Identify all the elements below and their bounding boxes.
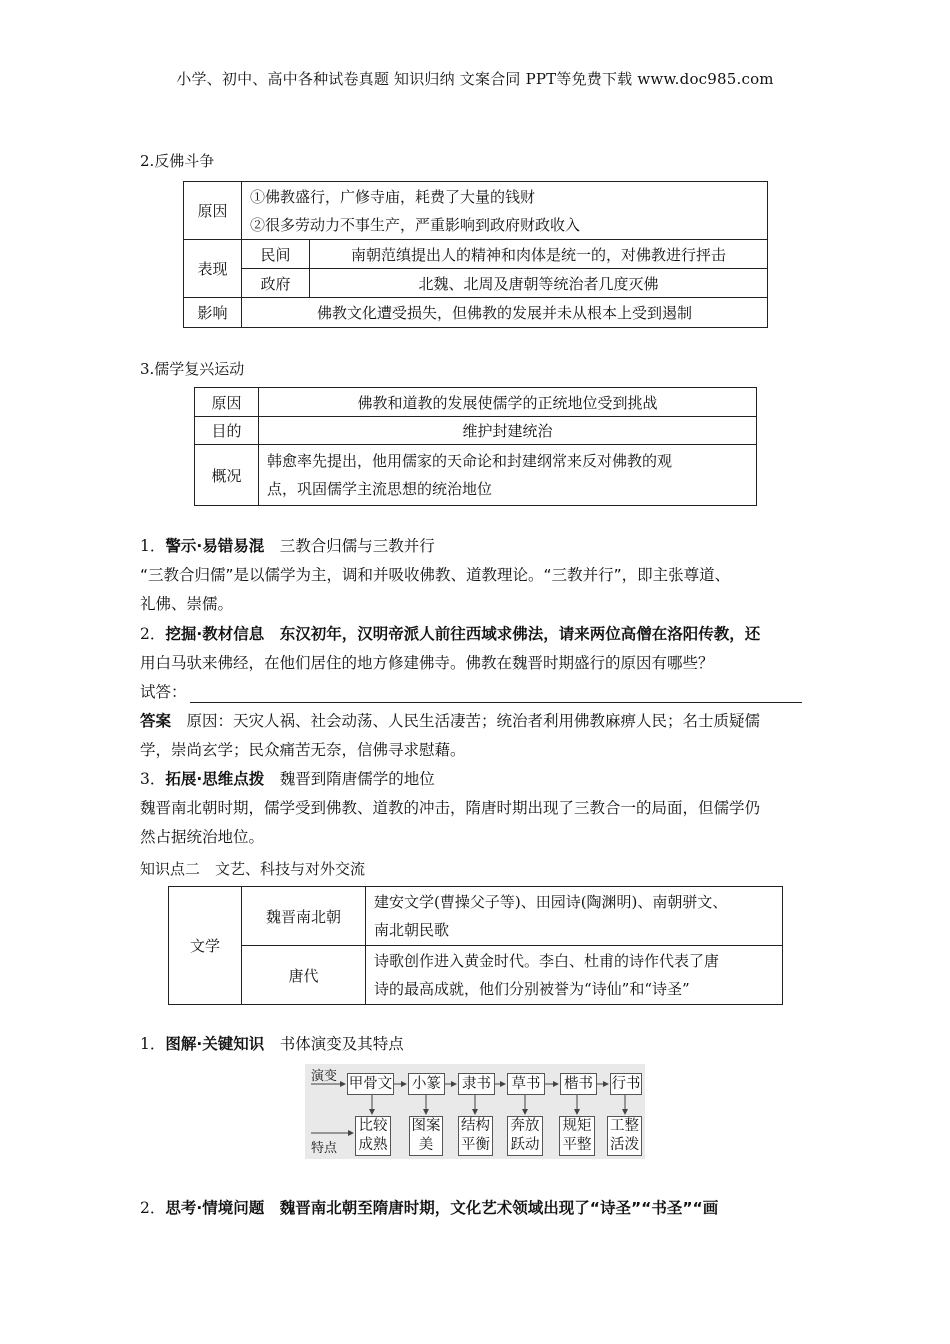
literature-table xyxy=(168,886,783,1005)
gov-label: 政府 xyxy=(242,269,310,298)
note-2-num: 2． xyxy=(140,625,166,643)
trait-text: 结构 xyxy=(461,1118,490,1134)
confucian-revival-table xyxy=(194,387,757,506)
script-oracle-bone: 甲骨文 xyxy=(347,1073,394,1095)
lit-label: 文学 xyxy=(169,887,242,1005)
folk-text: 南朝范缜提出人的精神和肉体是统一的，对佛教进行抨击 xyxy=(310,240,768,269)
trait-text: 比较 xyxy=(358,1118,388,1134)
c-goal-text: 维护封建统治 xyxy=(259,417,757,445)
note-3 xyxy=(140,765,830,852)
tang-line-1: 诗歌创作进入黄金时代。李白、杜甫的诗作代表了唐 xyxy=(374,952,720,970)
wei-label: 魏晋南北朝 xyxy=(242,887,366,946)
answer-label: 答案 xyxy=(140,712,172,730)
tang-label: 唐代 xyxy=(242,946,366,1005)
trait-text: 成熟 xyxy=(358,1137,388,1153)
answer-block xyxy=(140,707,830,765)
wei-line-2: 南北朝民歌 xyxy=(374,921,450,939)
note-3-num: 3． xyxy=(140,770,166,788)
trait-cursive xyxy=(507,1116,543,1156)
section-title-confucian-revival: 3.儒学复兴运动 xyxy=(140,360,245,378)
script-regular: 楷书 xyxy=(560,1073,597,1095)
note-2-text-2: 用白马驮来佛经，在他们居住的地方修建佛寺。佛教在魏晋时期盛行的原因有哪些？ xyxy=(140,654,714,672)
think-num: 2． xyxy=(140,1199,166,1217)
trait-text: 规矩 xyxy=(562,1118,592,1134)
note-1-text-1: “三教合归儒”是以儒学为主，调和并吸收佛教、道教理论。“三教并行”，即主张尊道、 xyxy=(140,566,731,584)
note-1-text-2: 礼佛、崇儒。 xyxy=(140,595,234,613)
script-clerical: 隶书 xyxy=(458,1073,495,1095)
anti-buddhism-table xyxy=(183,181,768,328)
cause-line-1: ①佛教盛行，广修寺庙，耗费了大量的钱财 xyxy=(250,187,536,206)
note-2-try: 试答： xyxy=(140,683,187,701)
wei-line-1: 建安文学(曹操父子等)、田园诗(陶渊明)、南朝骈文、 xyxy=(374,893,728,911)
note-3-head: 拓展·思维点拨 xyxy=(165,770,265,788)
answer-input-line[interactable] xyxy=(190,702,802,703)
trait-text: 工整 xyxy=(610,1118,639,1134)
note-1-num: 1． xyxy=(140,537,166,555)
script-cursive: 草书 xyxy=(507,1073,545,1095)
note-3-topic: 魏晋到隋唐儒学的地位 xyxy=(279,770,435,788)
trait-regular xyxy=(559,1116,595,1156)
row-label-traits: 特点 xyxy=(311,1141,338,1156)
trait-text: 美 xyxy=(418,1137,434,1153)
cause-line-2: ②很多劳动力不事生产，严重影响到政府财政收入 xyxy=(250,215,581,234)
trait-clerical xyxy=(458,1116,493,1156)
trait-text: 平衡 xyxy=(461,1137,490,1153)
c-cause-text: 佛教和道教的发展使儒学的正统地位受到挑战 xyxy=(259,388,757,417)
effect-text: 佛教文化遭受损失，但佛教的发展并未从根本上受到遏制 xyxy=(242,298,768,328)
trait-small-seal xyxy=(409,1116,443,1156)
knowledge-point-2-title: 知识点二 文艺、科技与对外交流 xyxy=(140,860,366,878)
trait-oracle-bone xyxy=(355,1116,391,1156)
section-title-anti-buddhism: 2.反佛斗争 xyxy=(140,152,215,170)
think-question xyxy=(140,1194,830,1223)
note-2 xyxy=(140,620,830,707)
gov-text: 北魏、北周及唐朝等统治者几度灭佛 xyxy=(310,269,768,298)
figure-head: 图解·关键知识 xyxy=(165,1035,265,1053)
answer-text-2: 学，崇尚玄学；民众痛苦无奈，信佛寻求慰藉。 xyxy=(140,741,466,759)
trait-text: 活泼 xyxy=(610,1137,639,1153)
trait-running xyxy=(607,1116,642,1156)
figure-heading xyxy=(140,1030,404,1059)
page-header: 小学、初中、高中各种试卷真题 知识归纳 文案合同 PPT等免费下载 www.doc985.com xyxy=(176,70,774,88)
trait-text: 跃动 xyxy=(510,1137,540,1153)
trait-text: 奔放 xyxy=(510,1118,540,1134)
think-head: 思考·情境问题 xyxy=(165,1199,265,1217)
c-overview-label: 概况 xyxy=(195,445,259,506)
figure-num: 1． xyxy=(140,1035,166,1053)
show-label: 表现 xyxy=(184,240,242,298)
note-2-text-1: 东汉初年，汉明帝派人前往西域求佛法，请来两位高僧在洛阳传教，还 xyxy=(279,625,761,643)
c-overview-line-1: 韩愈率先提出，他用儒家的天命论和封建纲常来反对佛教的观 xyxy=(267,452,673,470)
note-3-text-2: 然占据统治地位。 xyxy=(140,828,265,846)
note-1-topic: 三教合归儒与三教并行 xyxy=(279,537,435,555)
answer-text-1: 原因：天灾人祸、社会动荡、人民生活凄苦；统治者利用佛教麻痹人民；名士质疑儒 xyxy=(186,712,761,730)
note-3-text-1: 魏晋南北朝时期，儒学受到佛教、道教的冲击，隋唐时期出现了三教合一的局面，但儒学仍 xyxy=(140,799,761,817)
think-text: 魏晋南北朝至隋唐时期，文化艺术领域出现了“诗圣”“书圣”“画 xyxy=(279,1199,719,1217)
cause-label: 原因 xyxy=(184,182,242,240)
script-evolution-diagram xyxy=(305,1064,645,1159)
effect-label: 影响 xyxy=(184,298,242,328)
note-1 xyxy=(140,532,830,619)
c-overview-line-2: 点，巩固儒学主流思想的统治地位 xyxy=(267,480,493,498)
tang-line-2: 诗的最高成就，他们分别被誉为“诗仙”和“诗圣” xyxy=(374,980,690,998)
trait-text: 平整 xyxy=(562,1137,592,1153)
script-small-seal: 小篆 xyxy=(408,1073,445,1095)
c-cause-label: 原因 xyxy=(195,388,259,417)
note-1-head: 警示·易错易混 xyxy=(165,537,265,555)
script-running: 行书 xyxy=(610,1073,642,1095)
row-label-evolution: 演变 xyxy=(311,1069,338,1084)
folk-label: 民间 xyxy=(242,240,310,269)
note-2-head: 挖掘·教材信息 xyxy=(165,625,265,643)
figure-topic: 书体演变及其特点 xyxy=(279,1035,404,1053)
trait-text: 图案 xyxy=(411,1118,441,1134)
c-goal-label: 目的 xyxy=(195,417,259,445)
